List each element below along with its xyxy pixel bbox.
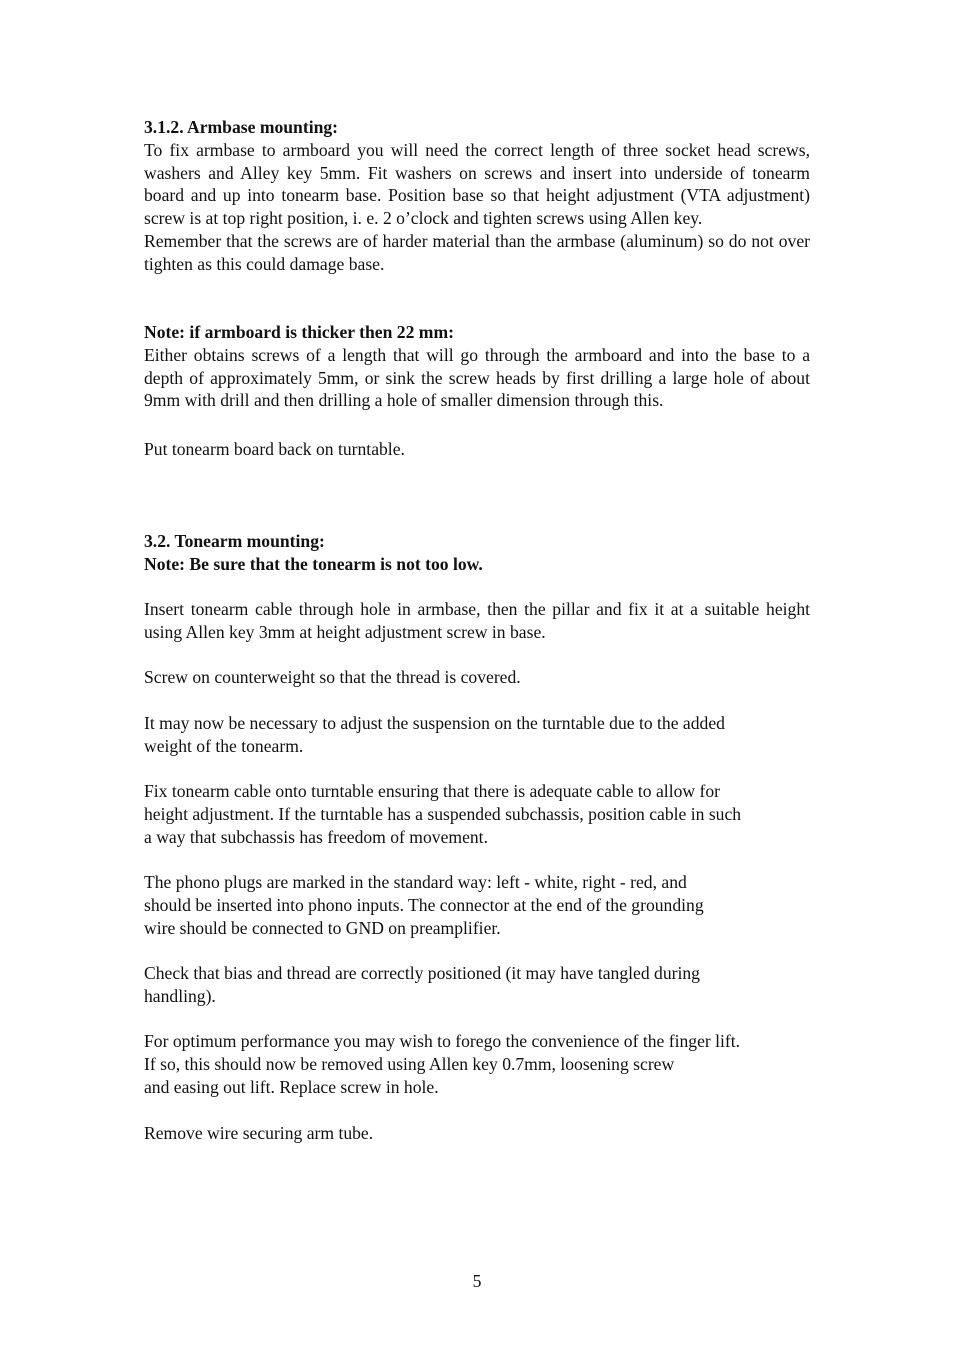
page-number: 5 (472, 1271, 482, 1291)
suspension-line: weight of the tonearm. (144, 735, 304, 756)
counterweight-block (144, 666, 810, 689)
armbase-mounting-instructions: To fix armbase to armboard you will need the correct length of three socket head screws, washers and Alley key 5mm. Fit washers on screws and insert into underside of tonearm board and up into tonearm base. Position base so that height adjustment (VTA adjustment) screw is at top right position, i. e. 2 o’clock and tighten screws using Allen key. (144, 139, 810, 229)
finger-lift-line: For optimum performance you may wish to forego the convenience of the finger lift. (144, 1031, 741, 1051)
armboard-thickness-note (144, 321, 810, 412)
remove-wire-block (144, 1122, 810, 1145)
fix-cable-line: height adjustment. If the turntable has a suspended subchassis, position cable in such (144, 803, 742, 824)
bias-line: Check that bias and thread are correctly positioned (it may have tangled during (144, 963, 700, 983)
tonearm-mounting-heading-block (144, 530, 810, 576)
phono-plugs-paragraph (144, 871, 810, 939)
fix-cable-line: Fix tonearm cable onto turntable ensuring that there is adequate cable to allow for (144, 781, 720, 801)
bias-line: handling). (144, 985, 216, 1006)
phono-line: wire should be connected to GND on preamplifier. (144, 917, 501, 938)
remove-wire-text: Remove wire securing arm tube. (144, 1123, 374, 1143)
tonearm-height-note: Note: Be sure that the tonearm is not too low. (144, 553, 483, 574)
armboard-note-heading: Note: if armboard is thicker then 22 mm: (144, 322, 454, 342)
armbase-mounting-section (144, 116, 810, 276)
armbase-tighten-warning: Remember that the screws are of harder material than the armbase (aluminum) so do not over tighten as this could damage base. (144, 230, 810, 274)
put-back-block (144, 438, 810, 461)
suspension-paragraph (144, 712, 810, 758)
finger-lift-line: If so, this should now be removed using Allen key 0.7mm, loosening screw (144, 1053, 675, 1074)
fix-cable-line: a way that subchassis has freedom of movement. (144, 826, 488, 847)
armbase-mounting-heading: 3.1.2. Armbase mounting: (144, 117, 339, 137)
counterweight-text: Screw on counterweight so that the thread is covered. (144, 667, 521, 687)
suspension-line: It may now be necessary to adjust the suspension on the turntable due to the added (144, 713, 725, 733)
phono-line: The phono plugs are marked in the standard way: left - white, right - red, and (144, 872, 687, 892)
armboard-note-text: Either obtains screws of a length that will go through the armboard and into the base to a depth of approximately 5mm, or sink the screw heads by first drilling a large hole of about 9mm with drill and then drilling a hole of smaller dimension through this. (144, 344, 810, 411)
insert-cable-text: Insert tonearm cable through hole in armbase, then the pillar and fix it at a suitable height using Allen key 3mm at height adjustment screw in base. (144, 599, 810, 642)
finger-lift-paragraph (144, 1030, 810, 1098)
insert-cable-block (144, 598, 810, 644)
finger-lift-line: and easing out lift. Replace screw in hole. (144, 1076, 439, 1097)
fix-cable-paragraph (144, 780, 810, 848)
phono-line: should be inserted into phono inputs. The connector at the end of the grounding (144, 894, 704, 915)
put-back-text: Put tonearm board back on turntable. (144, 439, 405, 459)
tonearm-mounting-heading: 3.2. Tonearm mounting: (144, 531, 325, 551)
bias-check-paragraph (144, 962, 810, 1008)
